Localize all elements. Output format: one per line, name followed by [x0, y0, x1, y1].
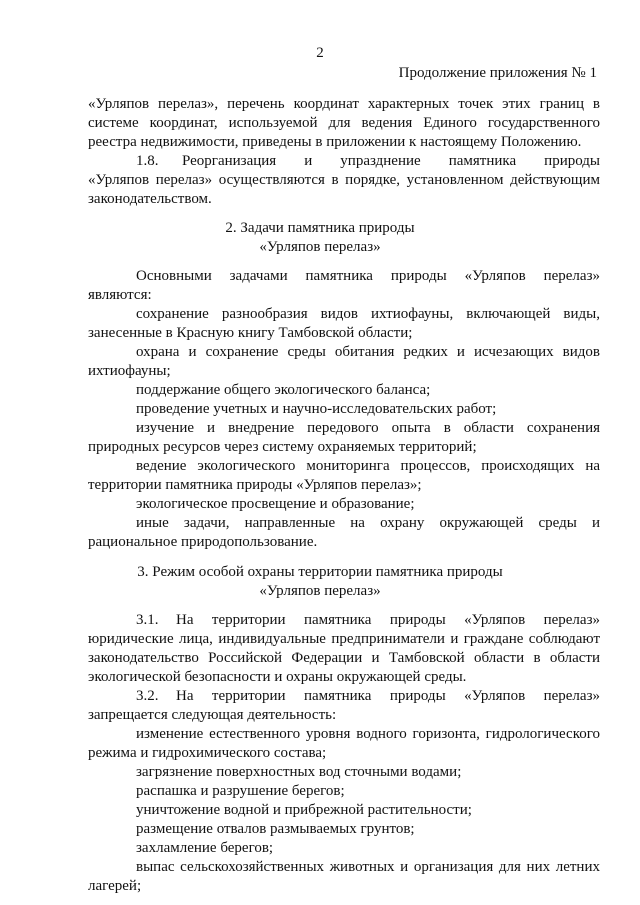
list-item: загрязнение поверхностных вод сточными водами;	[136, 764, 462, 780]
text-line: законодательством.	[88, 191, 212, 207]
text-line: На территории памятника природы «Урляпов перелаз»	[176, 688, 600, 704]
clause-number: 3.2.	[136, 688, 159, 704]
list-item: проведение учетных и научно-исследовательских работ;	[136, 401, 497, 417]
list-item: режима и гидрохимического состава;	[88, 745, 327, 761]
section-title: «Урляпов перелаз»	[259, 583, 381, 599]
list-item: выпас сельскохозяйственных животных и организация для них летних	[136, 859, 600, 875]
text-line: системе координат, используемой для ведения Единого государственного	[88, 115, 600, 131]
list-item: захламление берегов;	[136, 840, 274, 856]
clause-number: 3.1.	[136, 612, 159, 628]
text-line: запрещается следующая деятельность:	[88, 707, 337, 723]
list-item: поддержание общего экологического баланса;	[136, 382, 431, 398]
list-item: лагерей;	[88, 878, 142, 894]
text-line: законодательство Российской Федерации и Тамбовской области в области	[88, 650, 600, 666]
text-line: являются:	[88, 287, 152, 303]
section-title: 2. Задачи памятника природы	[225, 220, 415, 236]
section-title: «Урляпов перелаз»	[259, 239, 381, 255]
list-item: уничтожение водной и прибрежной растительности;	[136, 802, 472, 818]
list-item: ведение экологического мониторинга процессов, происходящих на	[136, 458, 600, 474]
list-item: изменение естественного уровня водного горизонта, гидрологического	[136, 726, 600, 742]
list-item: иные задачи, направленные на охрану окружающей среды и	[136, 515, 600, 531]
list-item: территории памятника природы «Урляпов перелаз»;	[88, 477, 422, 493]
list-item: занесенные в Красную книгу Тамбовской области;	[88, 325, 413, 341]
list-item: изучение и внедрение передового опыта в области сохранения	[136, 420, 600, 436]
text-line: экологической безопасности и охраны окружающей среды.	[88, 669, 467, 685]
text-line: «Урляпов перелаз» осуществляются в порядке, установленном действующим	[88, 172, 600, 188]
page-number: 2	[316, 45, 324, 61]
continuation-label: Продолжение приложения № 1	[398, 65, 597, 81]
text-line: На территории памятника природы «Урляпов перелаз»	[176, 612, 600, 628]
text-line: реестра недвижимости, приведены в приложении к настоящему Положению.	[88, 134, 582, 150]
section-title: 3. Режим особой охраны территории памятника природы	[137, 564, 503, 580]
text-line: Основными задачами памятника природы «Урляпов перелаз»	[136, 268, 600, 284]
list-item: охрана и сохранение среды обитания редких и исчезающих видов	[136, 344, 600, 360]
text-line: Реорганизация и упразднение памятника природы	[182, 153, 600, 169]
clause-number: 1.8.	[136, 153, 159, 169]
list-item: распашка и разрушение берегов;	[136, 783, 345, 799]
text-line: «Урляпов перелаз», перечень координат характерных точек этих границ в	[88, 96, 600, 112]
text-line: юридические лица, индивидуальные предприниматели и граждане соблюдают	[88, 631, 600, 647]
list-item: экологическое просвещение и образование;	[136, 496, 415, 512]
list-item: природных ресурсов через систему охраняемых территорий;	[88, 439, 477, 455]
list-item: рациональное природопользование.	[88, 534, 318, 550]
list-item: размещение отвалов размываемых грунтов;	[136, 821, 415, 837]
list-item: сохранение разнообразия видов ихтиофауны, включающей виды,	[136, 306, 600, 322]
list-item: ихтиофауны;	[88, 363, 171, 379]
